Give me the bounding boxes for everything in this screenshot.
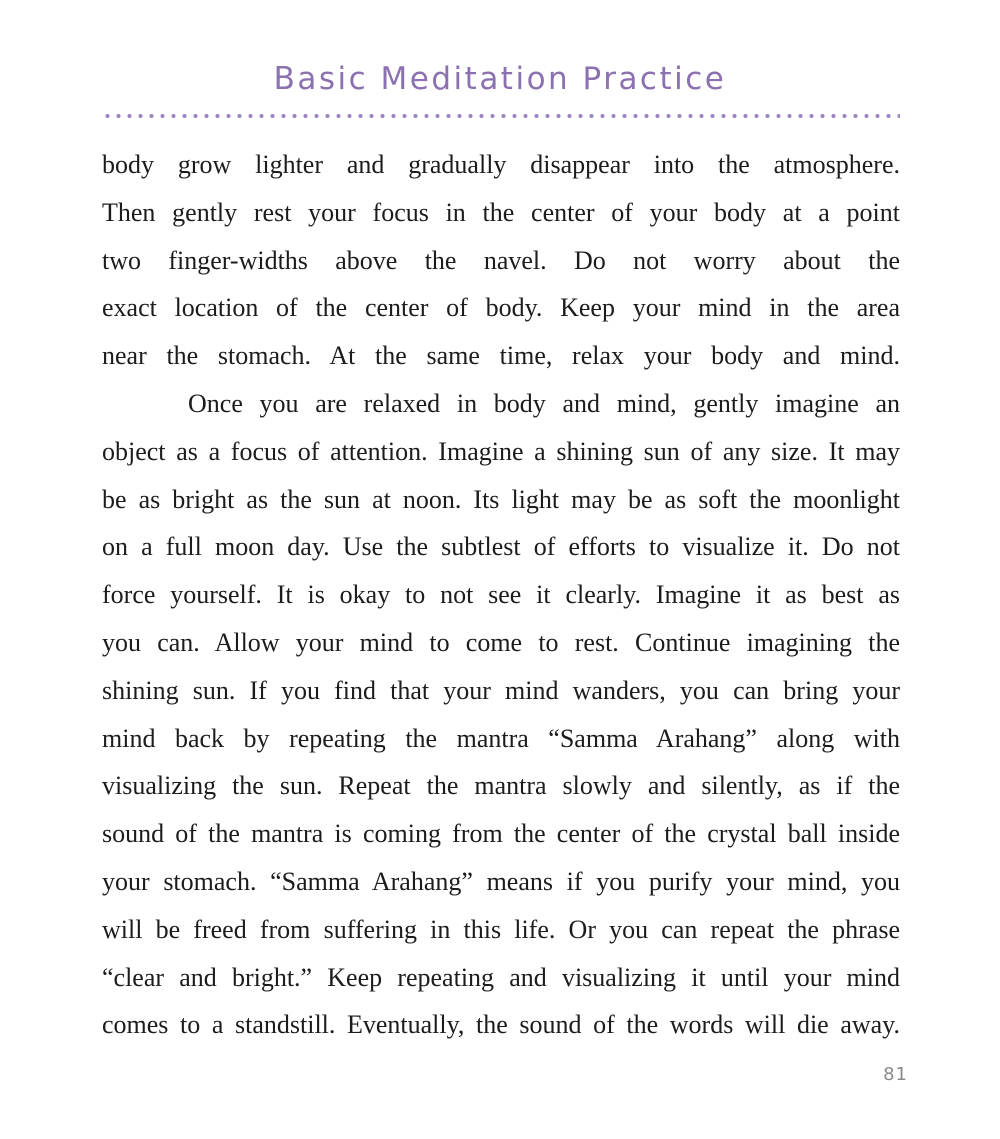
text-line: mind back by repeating the mantra “Samma Arahang” along with [102, 723, 900, 753]
text-line: object as a focus of attention. Imagine a shining sun of any size. It may [102, 436, 900, 466]
paragraph-first-line: Once you are relaxed in body and mind, gently imagine an [188, 388, 900, 418]
page-number: 81 [883, 1064, 908, 1085]
text-line: on a full moon day. Use the subtlest of efforts to visualize it. Do not [102, 532, 900, 562]
text-line: comes to a standstill. Eventually, the sound of the words will die away. [102, 1010, 900, 1040]
text-line: visualizing the sun. Repeat the mantra slowly and silently, as if the [102, 771, 900, 801]
text-line: sound of the mantra is coming from the center of the crystal ball inside [102, 819, 900, 849]
text-line: near the stomach. At the same time, relax your body and mind. [102, 341, 900, 371]
text-line: you can. Allow your mind to come to rest. Continue imagining the [102, 627, 900, 657]
text-line: shining sun. If you find that your mind wanders, you can bring your [102, 675, 900, 705]
text-line: be as bright as the sun at noon. Its light may be as soft the moonlight [102, 484, 900, 514]
text-line: “clear and bright.” Keep repeating and visualizing it until your mind [102, 962, 900, 992]
text-line: will be freed from suffering in this life. Or you can repeat the phrase [102, 914, 900, 944]
text-line: your stomach. “Samma Arahang” means if you purify your mind, you [102, 866, 900, 896]
text-line: body grow lighter and gradually disappear into the atmosphere. [102, 150, 900, 179]
text-line: Then gently rest your focus in the center of your body at a point [102, 197, 900, 227]
dotted-divider [102, 113, 900, 119]
text-line: force yourself. It is okay to not see it clearly. Imagine it as best as [102, 580, 900, 610]
text-line: two finger-widths above the navel. Do not worry about the [102, 245, 900, 275]
body-text [102, 141, 900, 1049]
text-line: exact location of the center of body. Keep your mind in the area [102, 293, 900, 323]
page-title: Basic Meditation Practice [273, 61, 727, 97]
